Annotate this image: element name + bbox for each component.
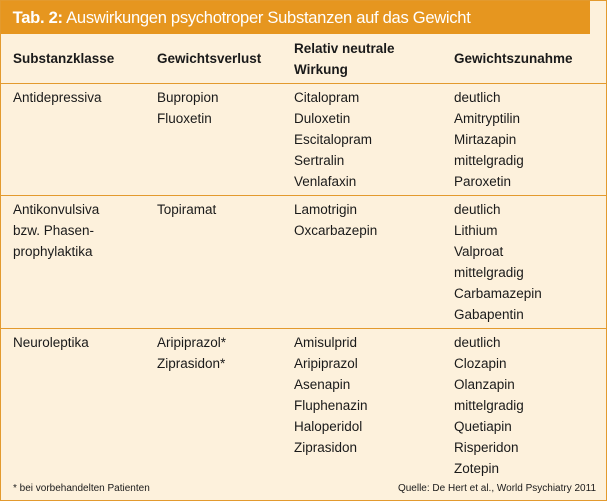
footnote: * bei vorbehandelten Patienten: [13, 483, 150, 494]
cell-substanzklasse: Neuroleptika: [13, 335, 89, 350]
table-title: [1, 1, 590, 34]
source-citation: Quelle: De Hert et al., World Psychiatry 2011: [397, 483, 596, 494]
header-gewichtsverlust: Gewichtsverlust: [145, 34, 282, 84]
table-title-text: Auswirkungen psychotroper Substanzen auf das Gewicht: [66, 8, 471, 27]
header-substanzklasse: Substanzklasse: [1, 34, 145, 84]
data-table: [1, 34, 606, 482]
cell-substanzklasse: Antidepressiva: [1, 84, 145, 196]
cell-substanzklasse: Antikonvulsiva bzw. Phasen- prophylaktika: [1, 196, 145, 329]
table-row: [1, 84, 606, 196]
cell-gewichtszunahme: deutlich Amitryptilin Mirtazapin mittelgradig Paroxetin: [442, 84, 606, 196]
cell-gewichtsverlust: Bupropion Fluoxetin: [145, 84, 282, 196]
table-row: [1, 329, 606, 483]
header-gewichtszunahme: Gewichtszunahme: [442, 34, 606, 84]
cell-gewichtsverlust: Topiramat: [145, 196, 282, 329]
cell-gewichtszunahme: deutlich Lithium Valproat mittelgradig Carbamazepin Gabapentin: [442, 196, 606, 329]
table-number: Tab. 2:: [12, 8, 63, 27]
cell-neutral: Amisulprid Aripiprazol Asenapin Fluphenazin Haloperidol Ziprasidon: [294, 335, 368, 455]
cell-neutral: Lamotrigin Oxcarbazepin: [282, 196, 442, 329]
header-row: [1, 34, 606, 84]
header-neutrale-wirkung: Relativ neutrale Wirkung: [282, 34, 442, 84]
cell-neutral: Citalopram Duloxetin Escitalopram Sertralin Venlafaxin: [282, 84, 442, 196]
table-row: [1, 196, 606, 329]
cell-gewichtsverlust: Aripiprazol* Ziprasidon*: [157, 335, 227, 371]
cell-gewichtszunahme: deutlich Clozapin Olanzapin mittelgradig Quetiapin Risperidon Zotepin: [454, 335, 524, 476]
